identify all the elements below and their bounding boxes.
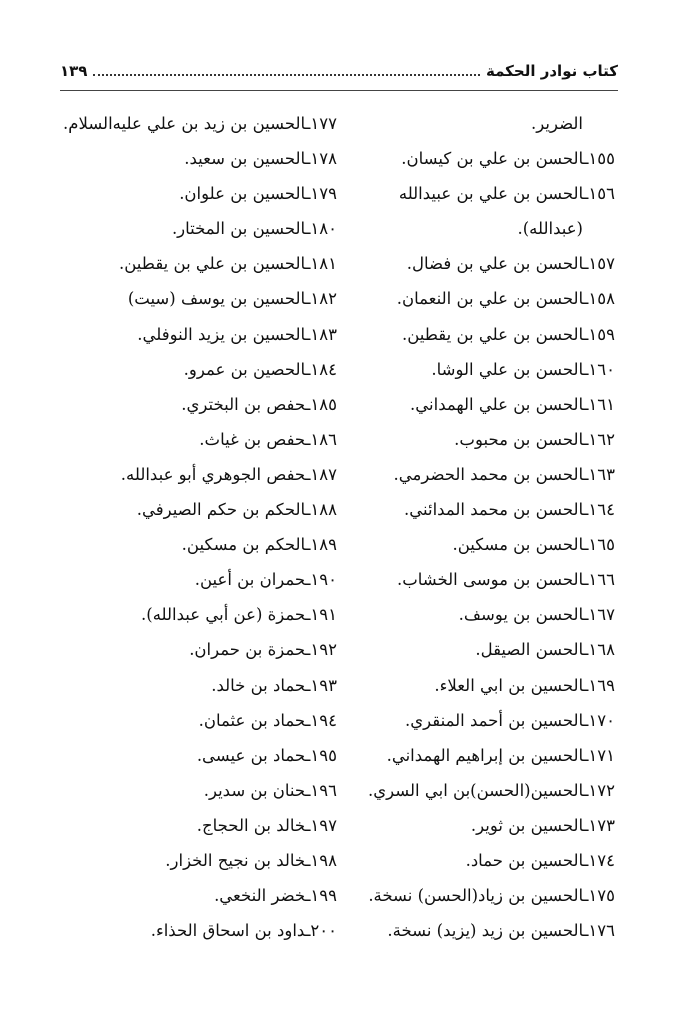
list-entry: الضرير. (531, 114, 583, 133)
list-entry: ١٦١ـالحسن بن علي الهمداني. (410, 394, 615, 414)
list-entry: ١٨٨ـالحكم بن حكم الصيرفي. (136, 500, 337, 520)
list-entry: ١٧٠ـالحسين بن أحمد المنقري. (404, 710, 615, 730)
list-entry: ١٦٨ـالحسن الصيقل. (475, 640, 615, 660)
list-entry: ١٩٦ـحنان بن سدير. (203, 780, 337, 800)
list-entry: ١٨٦ـحفص بن غياث. (199, 429, 337, 449)
list-entry: ٢٠٠ـداود بن اسحاق الحذاء. (150, 921, 337, 941)
list-entry: ١٨٥ـحفص بن البختري. (181, 394, 337, 414)
list-entry: ١٨٢ـالحسين بن يوسف (سيت) (127, 289, 337, 309)
left-column (47, 106, 337, 948)
list-entry: ١٨٤ـالحصين بن عمرو. (183, 359, 337, 379)
list-entry: ١٧٩ـالحسين بن علوان. (179, 184, 337, 204)
list-entry: ١٨٩ـالحكم بن مسكين. (181, 535, 337, 555)
list-entry: ١٩٥ـحماد بن عيسى. (196, 745, 337, 765)
list-entry: ١٩٠ـحمران بن أعين. (194, 570, 337, 590)
list-entry: ١٥٧ـالحسن بن علي بن فضال. (406, 254, 615, 274)
list-entry: ١٨١ـالحسين بن علي بن يقطين. (119, 254, 337, 274)
list-entry: ١٩١ـحمزة (عن أبي عبدالله). (141, 605, 337, 625)
list-entry: ١٧٣ـالحسين بن ثوير. (470, 815, 615, 835)
list-entry: (عبدالله). (517, 219, 583, 239)
book-title: كتاب نوادر الحكمة (486, 62, 618, 80)
list-entry: ١٨٠ـالحسين بن المختار. (171, 219, 337, 239)
list-entry: ١٧٤ـالحسين بن حماد. (465, 850, 615, 870)
list-entry: ١٦٣ـالحسن بن محمد الحضرمي. (393, 464, 615, 484)
list-entry: ١٦٥ـالحسن بن مسكين. (452, 535, 615, 555)
list-entry: ١٦٠ـالحسن بن علي الوشا. (431, 359, 615, 379)
list-entry: ١٧١ـالحسين بن إبراهيم الهمداني. (386, 745, 615, 765)
list-entry: ١٩٤ـحماد بن عثمان. (198, 710, 337, 730)
header-rule (60, 90, 618, 91)
list-entry: ١٩٣ـحماد بن خالد. (211, 675, 337, 695)
list-entry: ١٦٩ـالحسين بن ابي العلاء. (434, 675, 615, 695)
right-column (355, 106, 615, 948)
list-entry: ١٥٦ـالحسن بن علي بن عبيدالله (398, 184, 615, 204)
running-header (60, 56, 618, 86)
list-entry: ١٧٥ـالحسين بن زياد(الحسن) نسخة. (368, 886, 615, 906)
list-entry: ١٥٥ـالحسن بن علي بن كيسان. (401, 149, 615, 169)
list-entry: ١٨٧ـحفص الجوهري أبو عبدالله. (120, 464, 337, 484)
list-entry: ١٦٦ـالحسن بن موسى الخشاب. (396, 570, 615, 590)
list-entry: ١٩٧ـخالد بن الحجاج. (196, 815, 337, 835)
list-entry: ١٦٢ـالحسن بن محبوب. (454, 429, 615, 449)
list-entry: ١٦٧ـالحسن بن يوسف. (458, 605, 615, 625)
header-dot-leader (93, 74, 480, 76)
list-entry: ١٨٣ـالحسين بن يزيد النوفلي. (137, 324, 337, 344)
list-entry: ١٧٧ـالحسين بن زيد بن علي عليه‌السلام. (63, 114, 337, 133)
list-entry: ١٩٩ـخضر النخعي. (214, 886, 337, 906)
list-entry: ١٩٢ـحمزة بن حمران. (189, 640, 337, 660)
page-number: ١٣٩ (60, 62, 88, 80)
list-entry: ١٥٩ـالحسن بن علي بن يقطين. (401, 324, 615, 344)
list-entry: ١٩٨ـخالد بن نجيح الخزار. (165, 850, 337, 870)
list-entry: ١٦٤ـالحسن بن محمد المدائني. (404, 500, 615, 520)
list-entry: ١٧٨ـالحسين بن سعيد. (184, 149, 337, 169)
list-entry: ١٧٢ـالحسين(الحسن)بن ابي السري. (368, 780, 615, 800)
list-entry: ١٧٦ـالحسين بن زيد (يزيد) نسخة. (387, 921, 615, 941)
list-entry: ١٥٨ـالحسن بن علي بن النعمان. (396, 289, 615, 309)
